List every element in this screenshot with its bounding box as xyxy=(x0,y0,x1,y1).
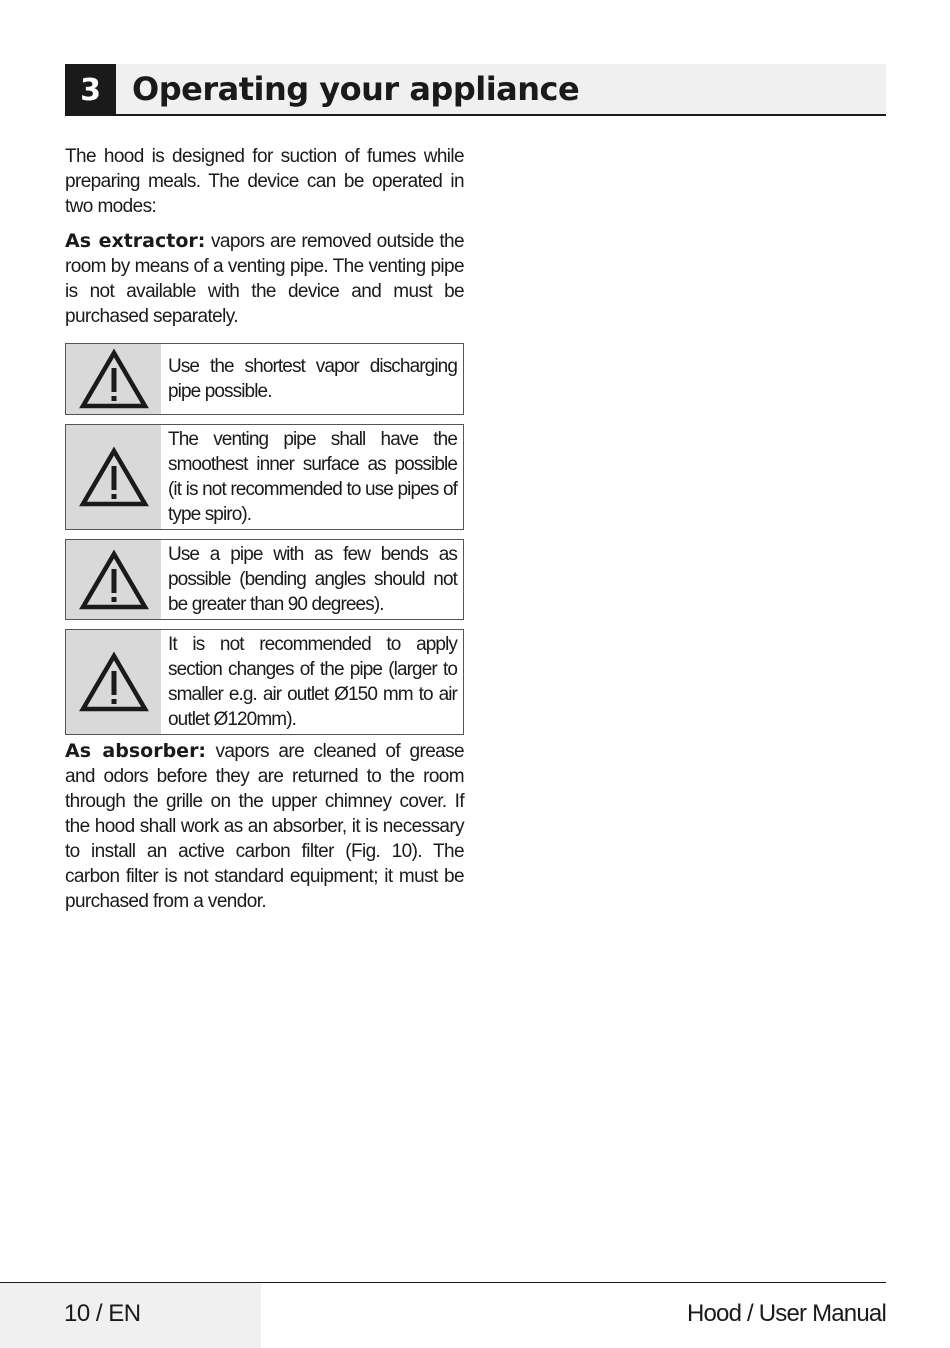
warning-triangle-icon xyxy=(79,549,149,611)
document-name: Hood / User Manual xyxy=(686,1300,886,1327)
warning-box xyxy=(65,424,464,530)
absorber-block xyxy=(65,739,464,914)
section-header-rule xyxy=(65,114,886,116)
warning-text: The venting pipe shall have the smoothest inner surface as possible (it is not recommended to use pipes of type spiro). xyxy=(168,429,457,525)
absorber-text: vapors are cleaned of grease and odors before they are returned to the room through the grille on the upper chimney cover. If the hood shall work as an absorber, it is necessary to install an active carbon filter (Fig. 10). The carbon filter is not standard equipment; it must be purchased from a vendor. xyxy=(65,741,464,912)
warning-box xyxy=(65,343,464,415)
section-number: 3 xyxy=(65,64,116,116)
warning-box xyxy=(65,629,464,735)
extractor-text: vapors are removed outside the room by means of a venting pipe. The venting pipe is not available with the device and must be purchased separately. xyxy=(65,231,464,327)
warning-icon-cell xyxy=(66,344,161,414)
warning-triangle-icon xyxy=(79,348,149,410)
warning-text: Use the shortest vapor discharging pipe possible. xyxy=(168,356,457,402)
absorber-paragraph xyxy=(65,739,464,914)
intro-paragraph: The hood is designed for suction of fumes while preparing meals. The device can be operated in two modes: xyxy=(65,146,464,217)
warning-triangle-icon xyxy=(79,651,149,713)
warning-text: Use a pipe with as few bends as possible (bending angles should not be greater than 90 degrees). xyxy=(168,544,457,615)
extractor-block xyxy=(65,229,464,329)
warning-icon-cell xyxy=(66,425,161,529)
page-number: 10 / EN xyxy=(64,1300,141,1327)
extractor-paragraph xyxy=(65,229,464,329)
section-title: Operating your appliance xyxy=(132,70,580,108)
warning-icon-cell xyxy=(66,540,161,619)
absorber-label: As absorber: xyxy=(65,740,207,762)
warning-icon-cell xyxy=(66,630,161,734)
extractor-label: As extractor: xyxy=(65,230,206,252)
intro-block xyxy=(65,144,464,219)
warning-box xyxy=(65,539,464,620)
warning-triangle-icon xyxy=(79,446,149,508)
warning-text: It is not recommended to apply section changes of the pipe (larger to smaller e.g. air outlet Ø150 mm to air outlet Ø120mm). xyxy=(168,634,457,730)
